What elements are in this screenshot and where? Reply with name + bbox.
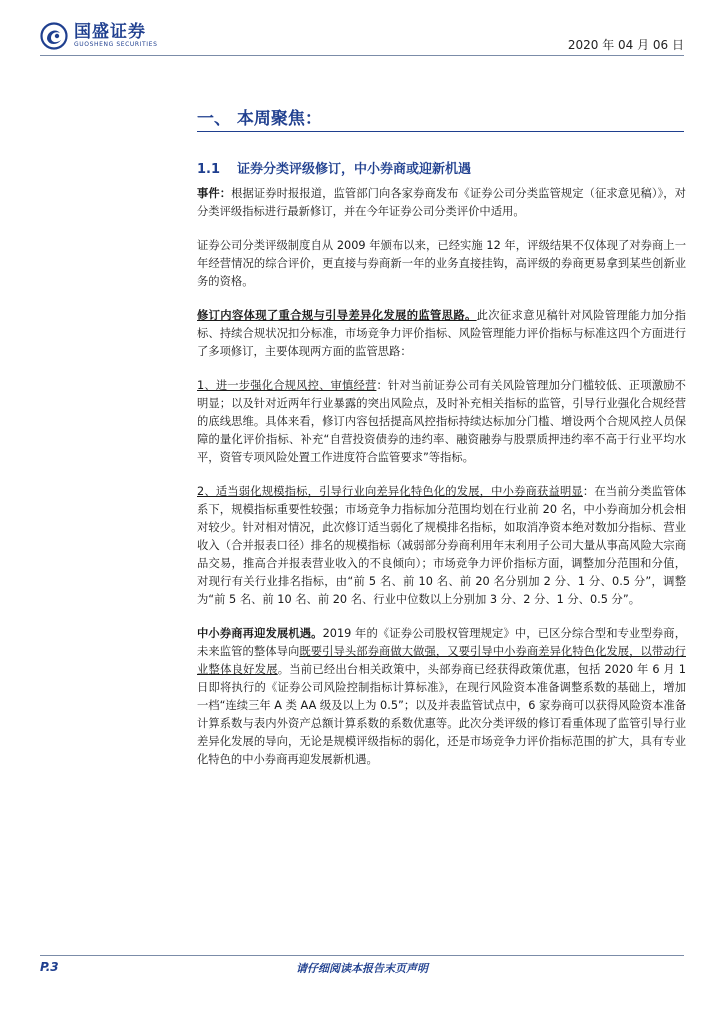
footer-divider (40, 955, 684, 956)
paragraph-text: ：针对当前证券公司有关风险管理加分门槛较低、正项激励不明显；以及针对近两年行业暴露的突出风险点，及时补充相关指标的监管，引导行业强化合规经营的底线思维。具体来看，修订内容包括提高风控指标持续达标加分门槛、增设两个合规风控人员保障的量化评价指标、补充“自营投资债券的违约率、融资融券与股票质押违约率不高于行业平均水平，资管专项风险处置工作进度符合监管要求”等指标。 (197, 379, 686, 464)
section-title: 一、 本周聚焦： (197, 109, 322, 129)
paragraph-background (197, 237, 686, 291)
paragraph-point-1 (197, 377, 686, 467)
paragraph-underlined-text: 既要引导头部券商做大做强，又要引导中小券商差异化特色化发展，以带动行业整体良好发展 (197, 645, 686, 676)
brand-name-en: GUOSHENG SECURITIES (74, 41, 158, 48)
report-date: 2020 年 04 月 06 日 (567, 38, 684, 52)
paragraph-revision-thinking (197, 307, 686, 361)
subsection-number: 1.1 (197, 162, 221, 177)
paragraph-event (197, 185, 686, 221)
paragraph-text: ：在当前分类监管体系下，规模指标重要性较强；市场竞争力指标加分范围均划在行业前 20 名，中小券商加分机会相对较少。针对相对情况，此次修订适当弱化了规模排名指标，如取消净资本绝对数加分指标、营业收入（合并报表口径）排名的规模指标（减弱部分券商利用年末利用子公司大量从事高风险大宗商品交易，推高合并报表营业收入的不良倾向）；市场竞争力评价指标方面，调整加分范围和分值，对现行有关行业排名指标，由“前 5 名、前 10 名、前 20 名分别加 2 分、1 分、0.5 分”，调整为“前 5 名、前 10 名、前 20 名、行业中位数以上分别加 3 分、2 分、1 分、0.5 分”。 (197, 485, 686, 606)
paragraph-lead: 修订内容体现了重合规与引导差异化发展的监管思路。 (197, 309, 477, 322)
paragraph-text: 。当前已经出台相关政策中，头部券商已经获得政策优惠，包括 2020 年 6 月 1 日即将执行的《证券公司风险控制指标计算标准》，在现行风险资本准备调整系数的基础上，增加一档“连续三年 A 类 AA 级及以上为 0.5”；以及并表监管试点中，6 家券商可以获得风险资本准备计算系数与表内外资产总额计算系数的系数优惠等。此次分类评级的修订看重体现了监管引导行业差异化发展的导向，无论是规模评级指标的弱化，还是市场竞争力评价指标范围的扩大，具有专业化特色的中小券商再迎发展新机遇。 (197, 663, 686, 766)
paragraph-point-2 (197, 483, 686, 609)
report-body (197, 185, 686, 785)
subsection-title: 证券分类评级修订，中小券商或迎新机遇 (237, 162, 472, 177)
paragraph-lead: 事件： (197, 187, 232, 200)
section-divider (197, 131, 684, 132)
paragraph-opportunity (197, 625, 686, 769)
footer-disclaimer: 请仔细阅读本报告末页声明 (296, 962, 428, 975)
paragraph-lead: 中小券商再迎发展机遇。 (197, 627, 323, 640)
page-header (0, 0, 724, 60)
header-divider (40, 55, 684, 56)
page-number: P.3 (40, 960, 59, 974)
logo-swirl-icon (40, 22, 68, 50)
paragraph-lead: 2、适当弱化规模指标，引导行业向差异化特色化的发展，中小券商获益明显 (197, 485, 583, 498)
brand-name-cn: 国盛证券 (74, 22, 146, 42)
company-logo (40, 22, 157, 50)
paragraph-text: 此次征求意见稿针对风险管理能力加分指标、持续合规状况扣分标准，市场竞争力评价指标、风险管理能力评价指标与标准这四个方面进行了多项修订，主要体现两方面的监管思路： (197, 309, 686, 358)
paragraph-lead: 1、进一步强化合规风控、审慎经营 (197, 379, 377, 392)
paragraph-text: 根据证券时报报道，监管部门向各家券商发布《证券公司分类监管规定（征求意见稿）》，对分类评级指标进行最新修订，并在今年证券公司分类评价中适用。 (197, 187, 686, 218)
paragraph-text: 2019 年的《证券公司股权管理规定》中，已区分综合型和专业型券商，未来监管的整体导向 (197, 627, 686, 658)
subsection-heading (197, 158, 471, 177)
paragraph-text: 证券公司分类评级制度自从 2009 年颁布以来，已经实施 12 年，评级结果不仅体现了对券商上一年经营情况的综合评价，更直接与券商新一年的业务直接挂钩，高评级的券商更易拿到某些创新业务的资格。 (197, 239, 686, 288)
